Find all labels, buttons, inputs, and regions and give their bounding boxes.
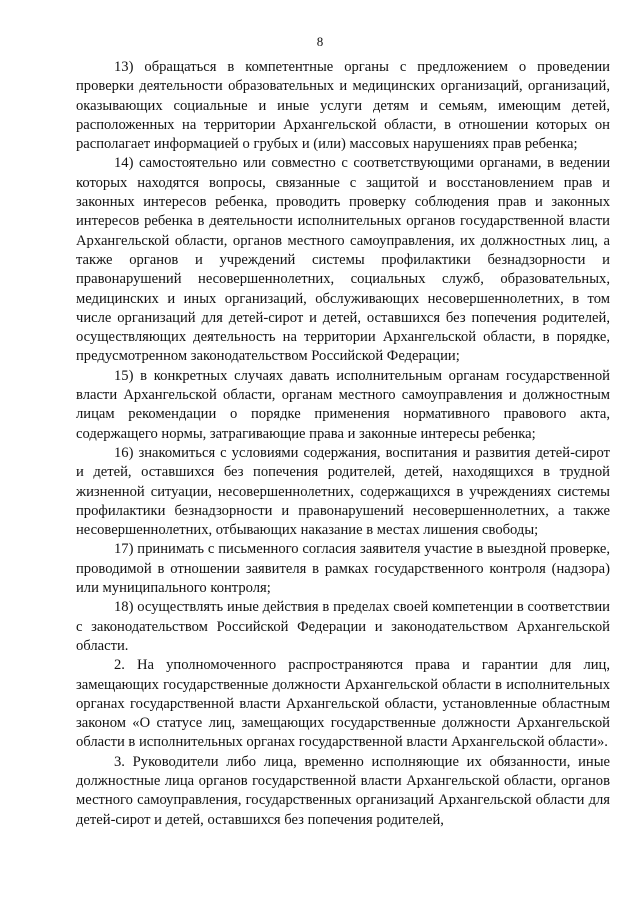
paragraph-item-16: 16) знакомиться с условиями содержания, воспитания и развития детей-сирот и детей, оставшихся без попечения родителей, детей, находящихся в трудной жизненной ситуации, несовершеннолетних, содержащихся в учреждениях системы профилактики безнадзорности и правонарушений несовершеннолетних, а также несовершеннолетних, отбывающих наказание в местах лишения свободы;	[76, 444, 610, 539]
paragraph-section-2: 2. На уполномоченного распространяются права и гарантии для лиц, замещающих государственные должности Архангельской области в исполнительных органах государственной власти Архангельской области, установленные областным законом «О статусе лиц, замещающих государственные должности Архангельской области в исполнительных органах государственной власти Архангельской области».	[76, 657, 610, 751]
paragraph-item-17: 17) принимать с письменного согласия заявителя участие в выездной проверке, проводимой в отношении заявителя в рамках государственного контроля (надзора) или муниципального контроля;	[76, 541, 610, 597]
page-number: 8	[316, 34, 324, 49]
document-body	[76, 58, 610, 830]
paragraph-item-14: 14) самостоятельно или совместно с соответствующими органами, в ведении которых находятся вопросы, связанные с защитой и восстановлением прав и законных интересов ребенка, проводить проверку соблюдения прав и законных интересов ребенка в деятельности исполнительных органов государственной власти Архангельской области, органов местного самоуправления, их должностных лиц, а также органов и учреждений системы профилактики безнадзорности и правонарушений несовершеннолетних, социальных служб, образовательных, медицинских и иных организаций, обслуживающих несовершеннолетних, в том числе организаций для детей-сирот и детей, оставшихся без попечения родителей, осуществляющих деятельность на территории Архангельской области, в порядке, предусмотренном законодательством Российской Федерации;	[76, 155, 610, 365]
paragraph-item-15: 15) в конкретных случаях давать исполнительным органам государственной власти Архангельской области, органам местного самоуправления и должностным лицам рекомендации о порядке применения нормативного правового акта, содержащего нормы, затрагивающие права и законные интересы ребенка;	[76, 367, 610, 442]
paragraph-item-18: 18) осуществлять иные действия в пределах своей компетенции в соответствии с законодательством Российской Федерации и законодательством Архангельской области.	[76, 599, 610, 654]
paragraph-section-3: 3. Руководители либо лица, временно исполняющие их обязанности, иные должностные лица органов государственной власти Архангельской области, органов местного самоуправления, государственных организаций Архангельской области для детей-сирот и детей, оставшихся без попечения родителей,	[76, 753, 610, 828]
paragraph-item-13: 13) обращаться в компетентные органы с предложением о проведении проверки деятельности образовательных и медицинских организаций, организаций, оказывающих социальные и иные услуги детям и семьям, имеющим детей, расположенных на территории Архангельской области, в отношении которых он располагает информацией о грубых и (или) массовых нарушениях прав ребенка;	[76, 59, 610, 153]
